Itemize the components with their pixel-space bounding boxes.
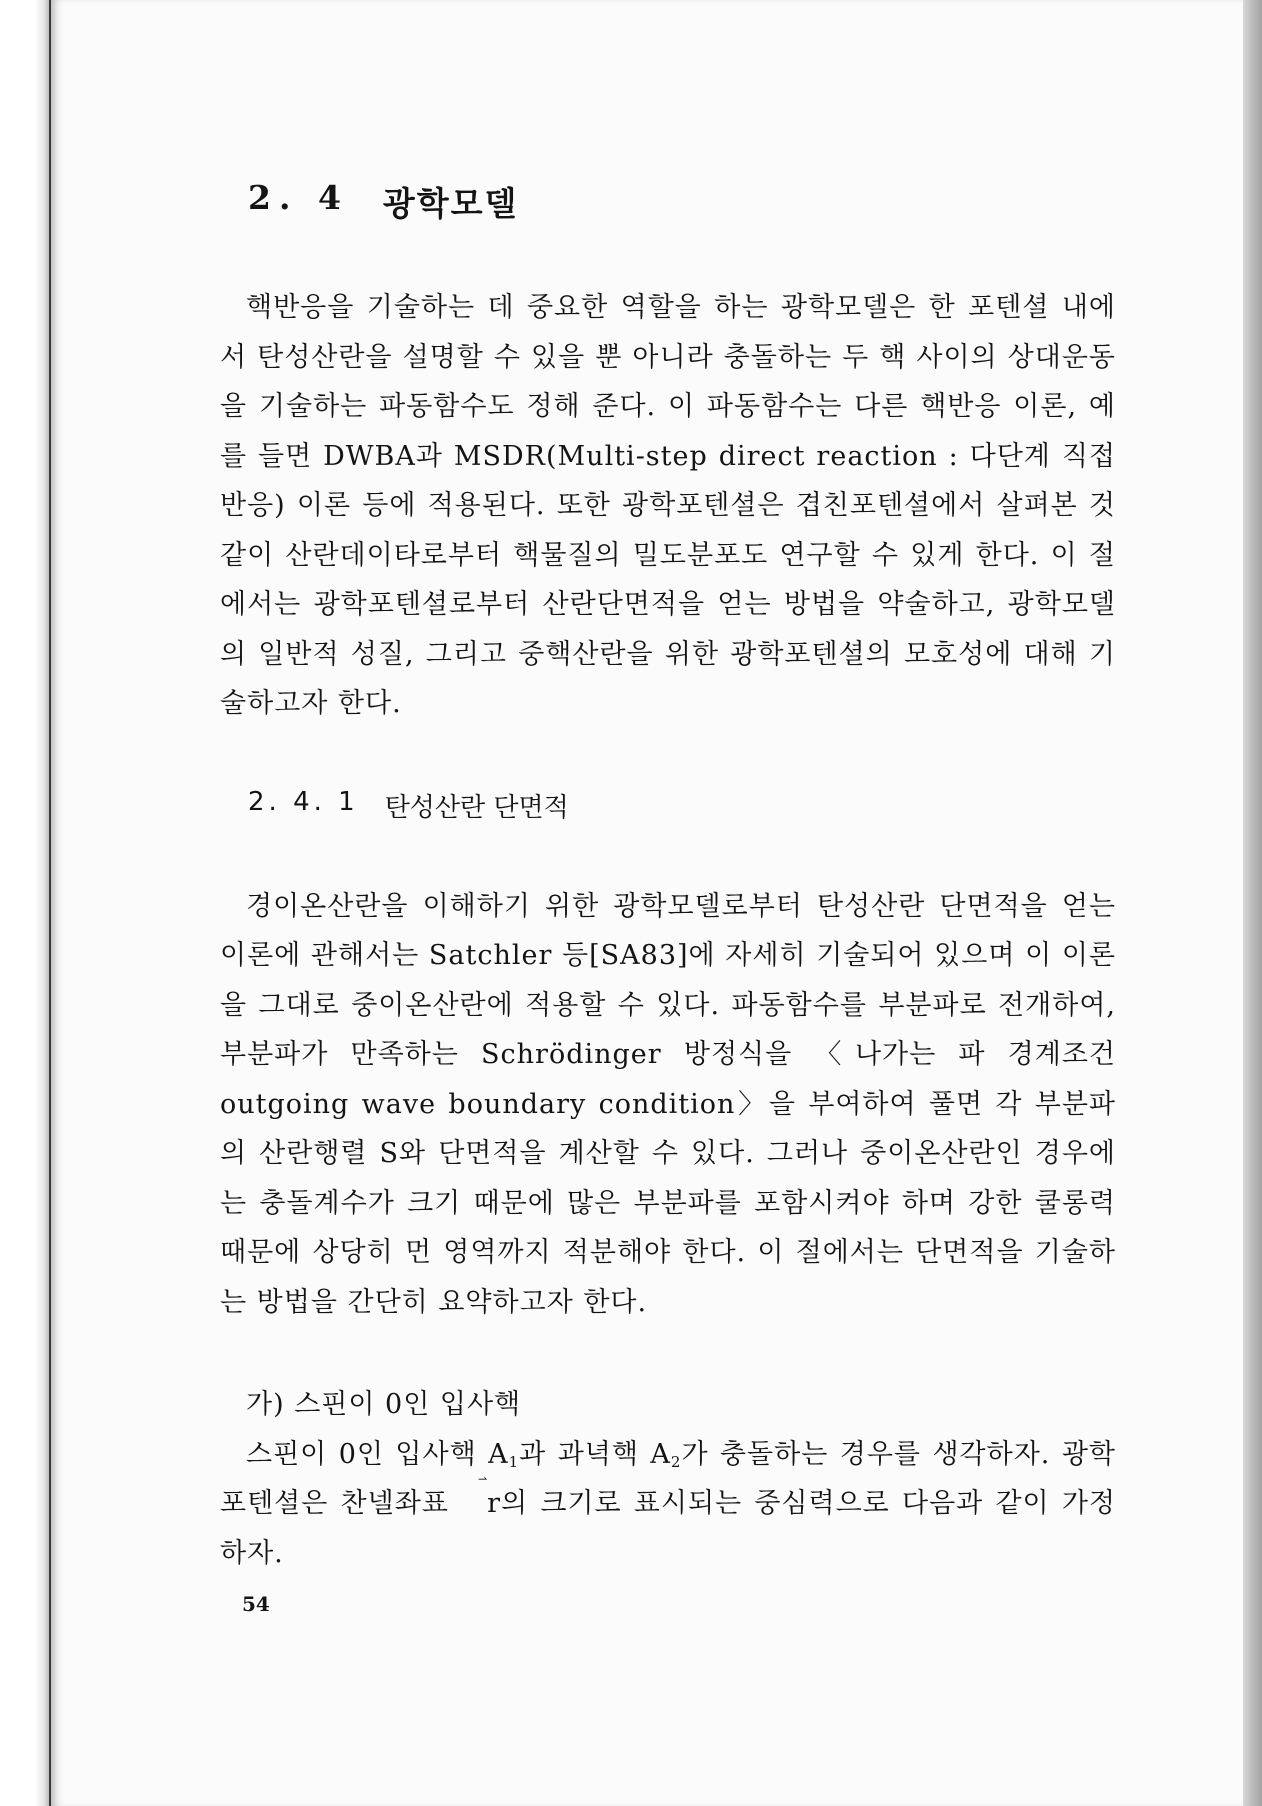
text-fragment: 광학포텐셜은 찬넬좌표 (220, 1438, 1116, 1519)
section-number: 2. 4 (248, 178, 349, 217)
section-title: 광학모델 (382, 184, 519, 223)
subscript: 2 (670, 1452, 682, 1471)
spin-zero-paragraph (220, 1430, 1116, 1579)
text-fragment: 과 과녁핵 A (519, 1438, 671, 1470)
cross-section-paragraph: 경이온산란을 이해하기 위한 광학모델로부터 탄성산란 단면적을 얻는 이론에 관해서는 Satchler 등[SA83]에 자세히 기술되어 있으며 이 이론을 그대로 중이온산란에 적용할 수 있다. 파동함수를 부분파로 전개하여, 부분파가 만족하는 Schrödinger 방정식을 〈나가는 파 경계조건 outgoing wave boundary condition〉을 부여하여 풀면 각 부분파의 산란행렬 S와 단면적을 계산할 수 있다. 그러나 중이온산란인 경우에는 충돌계수가 크기 때문에 많은 부분파를 포함시켜야 하며 강한 쿨롱력 때문에 상당히 먼 영역까지 적분해야 한다. 이 절에서는 단면적을 기술하는 방법을 간단히 요약하고자 한다. (220, 890, 1116, 1318)
intro-paragraph: 핵반응을 기술하는 데 중요한 역할을 하는 광학모델은 한 포텐셜 내에서 탄성산란을 설명할 수 있을 뿐 아니라 충돌하는 두 핵 사이의 상대운동을 기술하는 파동함수도 정해 준다. 이 파동함수는 다른 핵반응 이론, 예를 들면 DWBA과 MSDR(Multi-step direct reaction : 다단계 직접반응) 이론 등에 적용된다. 또한 광학포텐셜은 겹친포텐셜에서 살펴본 것같이 산란데이타로부터 핵물질의 밀도분포도 연구할 수 있게 한다. 이 절에서는 광학포텐셜로부터 산란단면적을 얻는 방법을 약술하고, 광학모델의 일반적 성질, 그리고 중핵산란을 위한 광학포텐셜의 모호성에 대해 기술하고자 한다. (220, 292, 1116, 719)
page-number: 54 (242, 1592, 270, 1616)
vector-r: ⃑ r (461, 1479, 501, 1529)
text-fragment: 가 충돌하는 경우를 생각하자. (681, 1438, 1051, 1470)
section-heading (248, 178, 1116, 225)
page-content (220, 178, 1116, 1578)
subsection-heading (248, 787, 1116, 824)
spin-zero-heading: 가) 스핀이 0인 입사핵 (246, 1389, 522, 1420)
subsection-title: 탄성산란 단면적 (384, 792, 569, 823)
text-fragment: 스핀이 0인 입사핵 A (246, 1438, 509, 1470)
subsection-number: 2. 4. 1 (248, 786, 359, 817)
subscript: 1 (508, 1452, 520, 1471)
text-fragment: 의 크기로 표시되는 중심력으로 다음과 같이 가정하자. (220, 1488, 1116, 1569)
